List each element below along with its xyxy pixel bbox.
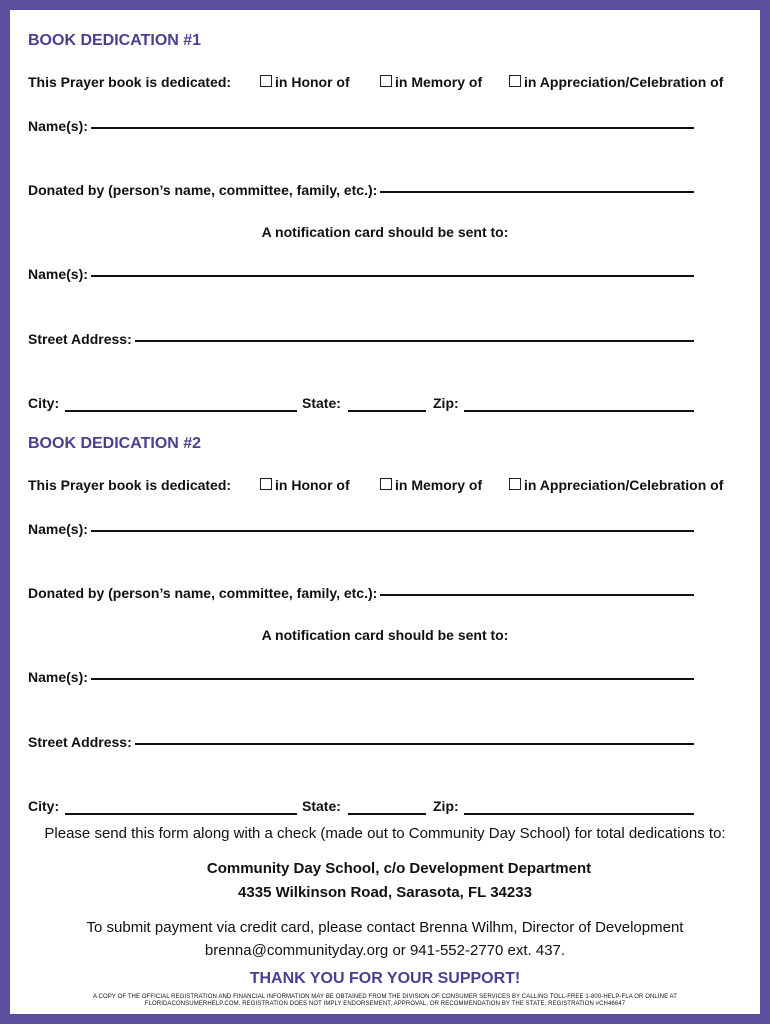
zip-input-line[interactable] <box>464 813 694 815</box>
names-label: Name(s): <box>28 521 88 537</box>
honor-label: in Honor of <box>275 74 350 90</box>
appreciation-option[interactable] <box>509 74 723 90</box>
names-label: Name(s): <box>28 118 88 134</box>
donated-by-input-line[interactable] <box>380 593 694 596</box>
payment-instructions-line2: brenna@communityday.org or 941-552-2770 ext. 437. <box>204 942 566 959</box>
street-address-input-line[interactable] <box>135 742 694 745</box>
memory-label: in Memory of <box>395 477 483 493</box>
memory-label: in Memory of <box>395 74 483 90</box>
memory-checkbox[interactable] <box>380 478 392 490</box>
honor-checkbox[interactable] <box>260 478 272 490</box>
notify-names-label: Name(s): <box>28 266 88 282</box>
state-input-line[interactable] <box>348 813 426 815</box>
street-address-label: Street Address: <box>28 331 132 347</box>
street-address-label: Street Address: <box>28 734 132 750</box>
donated-by-label: Donated by (person’s name, committee, family, etc.): <box>28 585 378 601</box>
honor-checkbox[interactable] <box>260 75 272 87</box>
memory-option[interactable] <box>380 477 482 493</box>
city-input-line[interactable] <box>65 410 297 412</box>
names-field <box>28 521 694 537</box>
state-label: State: <box>302 798 341 814</box>
street-address-field <box>28 331 694 347</box>
notify-names-label: Name(s): <box>28 669 88 685</box>
names-field <box>28 118 694 134</box>
appreciation-checkbox[interactable] <box>509 75 521 87</box>
notification-heading: A notification card should be sent to: <box>261 627 509 643</box>
zip-input-line[interactable] <box>464 410 694 412</box>
honor-option[interactable] <box>260 477 350 493</box>
state-input-line[interactable] <box>348 410 426 412</box>
honor-option[interactable] <box>260 74 350 90</box>
names-input-line[interactable] <box>91 126 694 129</box>
notify-names-input-line[interactable] <box>91 677 694 680</box>
zip-label: Zip: <box>433 798 459 814</box>
fine-print-line1: A COPY OF THE OFFICIAL REGISTRATION AND FINANCIAL INFORMATION MAY BE OBTAINED FROM THE DIVISION OF CONSUMER SERVICES BY CALLING TOLL-FREE 1-800-HELP-FLA OR ONLINE AT <box>92 994 678 1000</box>
mailing-address-line2: 4335 Wilkinson Road, Sarasota, FL 34233 <box>238 884 532 901</box>
mailing-address-line1: Community Day School, c/o Development Department <box>206 860 592 877</box>
send-instructions: Please send this form along with a check (made out to Community Day School) for total dedications to: <box>44 825 726 842</box>
street-address-input-line[interactable] <box>135 339 694 342</box>
form-page <box>10 10 760 1014</box>
dedicated-label: This Prayer book is dedicated: <box>28 74 232 90</box>
payment-instructions-line1: To submit payment via credit card, please contact Brenna Wilhm, Director of Development <box>86 919 684 936</box>
city-label: City: <box>28 395 60 411</box>
city-input-line[interactable] <box>65 813 297 815</box>
appreciation-label: in Appreciation/Celebration of <box>524 477 724 493</box>
donated-by-field <box>28 182 694 198</box>
fine-print-line2: FLORIDACONSUMERHELP.COM. REGISTRATION DOES NOT IMPLY ENDORSEMENT, APPROVAL, OR RECOMMENDATION BY THE STATE. REGISTRATION #CH46647 <box>144 1001 626 1007</box>
street-address-field <box>28 734 694 750</box>
thank-you-banner: THANK YOU FOR YOUR SUPPORT! <box>249 970 521 987</box>
appreciation-checkbox[interactable] <box>509 478 521 490</box>
zip-label: Zip: <box>433 395 459 411</box>
notify-names-field <box>28 669 694 685</box>
appreciation-label: in Appreciation/Celebration of <box>524 74 724 90</box>
honor-label: in Honor of <box>275 477 350 493</box>
notification-heading: A notification card should be sent to: <box>261 224 509 240</box>
names-input-line[interactable] <box>91 529 694 532</box>
donated-by-input-line[interactable] <box>380 190 694 193</box>
memory-checkbox[interactable] <box>380 75 392 87</box>
notify-names-input-line[interactable] <box>91 274 694 277</box>
section-heading: BOOK DEDICATION #2 <box>28 435 202 452</box>
city-label: City: <box>28 798 60 814</box>
state-label: State: <box>302 395 341 411</box>
donated-by-field <box>28 585 694 601</box>
section-heading: BOOK DEDICATION #1 <box>28 32 202 49</box>
donated-by-label: Donated by (person’s name, committee, family, etc.): <box>28 182 378 198</box>
memory-option[interactable] <box>380 74 482 90</box>
notify-names-field <box>28 266 694 282</box>
dedicated-label: This Prayer book is dedicated: <box>28 477 232 493</box>
appreciation-option[interactable] <box>509 477 723 493</box>
